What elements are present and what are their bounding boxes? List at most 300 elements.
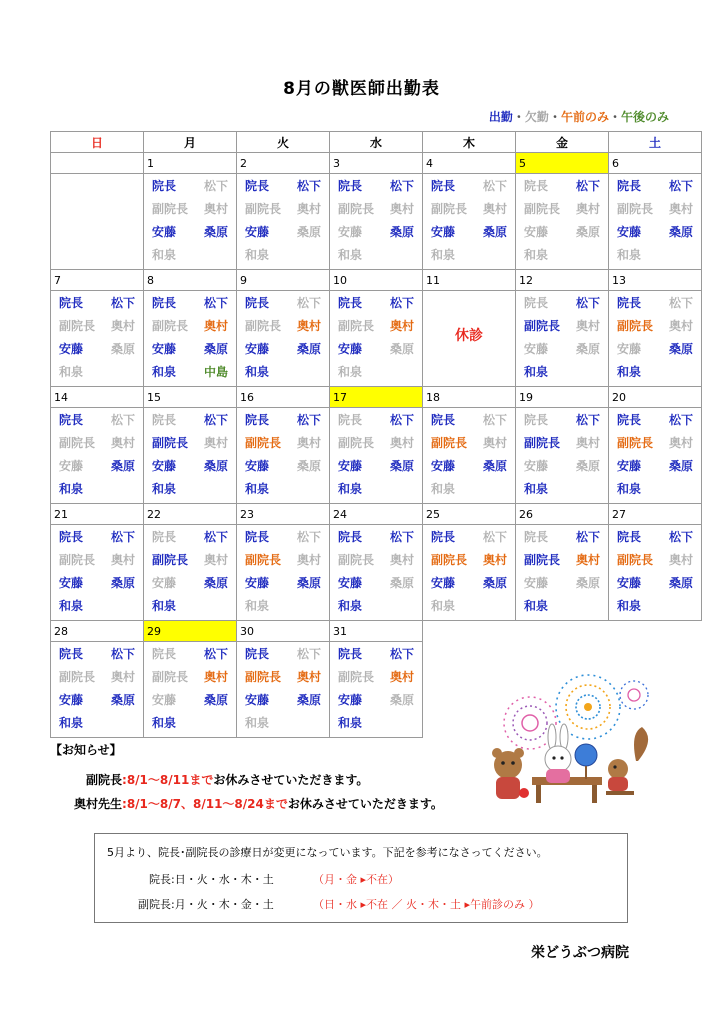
doctor-entry: 桑原 xyxy=(668,342,693,356)
doctor-entry: 副院長 xyxy=(59,670,96,684)
doctor-entry: 安藤 xyxy=(338,342,363,356)
day-cell xyxy=(423,291,516,387)
legend-absent: 欠勤 xyxy=(524,110,549,124)
closed-label: 休診 xyxy=(455,328,483,344)
weekday-header: 月 xyxy=(144,132,237,153)
doctor-entry: 安藤 xyxy=(59,576,84,590)
doctor-entry: 安藤 xyxy=(245,576,270,590)
day-number: 17 xyxy=(330,387,423,408)
day-number: 21 xyxy=(51,504,144,525)
doctor-entry: 和泉 xyxy=(617,599,642,613)
doctor-entry: 和泉 xyxy=(59,365,84,379)
doctor-entry: 安藤 xyxy=(524,225,549,239)
doctor-entry xyxy=(97,597,143,620)
doctor-entry: 安藤 xyxy=(431,459,456,473)
doctor-entry: 和泉 xyxy=(152,716,177,730)
notice-colon: : xyxy=(122,797,127,811)
doctor-entry: 松下 xyxy=(389,647,414,661)
doctor-entry: 副院長 xyxy=(245,436,282,450)
doctor-grid xyxy=(423,408,515,503)
schedule-change-text: 5月より、院長･副院長の診療日が変更になっています。下記を参考になさってください。 xyxy=(107,846,548,859)
doctor-entry xyxy=(655,246,701,269)
schedule-row-director xyxy=(149,871,274,887)
doctor-entry: 安藤 xyxy=(245,225,270,239)
day-number: 19 xyxy=(516,387,609,408)
doctor-entry: 安藤 xyxy=(59,342,84,356)
legend-separator: ・ xyxy=(512,110,525,124)
doctor-entry: 院長 xyxy=(524,530,549,544)
doctor-entry: 和泉 xyxy=(431,482,456,496)
doctor-entry: 松下 xyxy=(482,179,507,193)
doctor-entry: 奥村 xyxy=(668,319,693,333)
doctor-entry: 安藤 xyxy=(431,576,456,590)
doctor-entry: 松下 xyxy=(296,530,321,544)
day-cell xyxy=(423,408,516,504)
rabbit-icon xyxy=(545,724,571,783)
doctor-entry: 松下 xyxy=(110,413,135,427)
doctor-grid xyxy=(237,408,329,503)
bear-icon xyxy=(492,748,529,799)
weekday-header: 日 xyxy=(51,132,144,153)
doctor-entry: 奥村 xyxy=(575,436,600,450)
doctor-entry: 安藤 xyxy=(524,342,549,356)
day-number: 8 xyxy=(144,270,237,291)
notice-rest: お休みさせていただきます。 xyxy=(287,797,443,811)
doctor-entry: 院長 xyxy=(617,530,642,544)
doctor-entry: 松下 xyxy=(389,413,414,427)
doctor-entry: 桑原 xyxy=(203,225,228,239)
doctor-entry: 副院長 xyxy=(338,436,375,450)
doctor-entry: 院長 xyxy=(59,413,84,427)
doctor-entry: 安藤 xyxy=(431,225,456,239)
doctor-entry: 松下 xyxy=(110,647,135,661)
doctor-grid xyxy=(423,525,515,620)
doctor-entry: 奥村 xyxy=(110,436,135,450)
legend-separator: ・ xyxy=(608,110,621,124)
doctor-entry xyxy=(376,246,422,269)
schedule-note-director: （月・金 ▸不在） xyxy=(313,873,400,886)
doctor-entry: 奥村 xyxy=(296,319,321,333)
doctor-entry: 桑原 xyxy=(575,576,600,590)
doctor-grid xyxy=(609,291,701,386)
doctor-entry: 奥村 xyxy=(203,202,228,216)
doctor-entry: 安藤 xyxy=(524,459,549,473)
doctor-entry xyxy=(376,597,422,620)
doctor-entry: 奥村 xyxy=(668,202,693,216)
doctor-entry: 和泉 xyxy=(152,482,177,496)
doctor-entry: 桑原 xyxy=(389,576,414,590)
doctor-entry xyxy=(190,480,236,503)
doctor-grid xyxy=(330,642,422,737)
day-cell xyxy=(51,642,144,738)
doctor-entry xyxy=(190,714,236,737)
doctor-entry: 和泉 xyxy=(245,365,270,379)
doctor-entry: 桑原 xyxy=(203,342,228,356)
doctor-entry: 奥村 xyxy=(110,670,135,684)
day-number: 22 xyxy=(144,504,237,525)
legend-am-only: 午前のみ xyxy=(560,110,609,124)
doctor-entry: 和泉 xyxy=(245,599,270,613)
doctor-entry: 副院長 xyxy=(59,319,96,333)
day-cell xyxy=(516,408,609,504)
doctor-entry: 奥村 xyxy=(482,202,507,216)
doctor-grid xyxy=(609,525,701,620)
doctor-entry: 和泉 xyxy=(524,365,549,379)
day-number: 4 xyxy=(423,153,516,174)
doctor-entry: 松下 xyxy=(575,530,600,544)
doctor-entry: 安藤 xyxy=(152,225,177,239)
day-number xyxy=(51,153,144,174)
doctor-entry: 松下 xyxy=(482,530,507,544)
doctor-entry: 副院長 xyxy=(59,553,96,567)
doctor-grid xyxy=(51,525,143,620)
doctor-entry: 院長 xyxy=(524,413,549,427)
doctor-entry: 松下 xyxy=(296,296,321,310)
doctor-entry: 安藤 xyxy=(152,342,177,356)
doctor-entry: 和泉 xyxy=(59,482,84,496)
doctor-entry: 奥村 xyxy=(296,670,321,684)
schedule-change-box xyxy=(94,833,628,923)
doctor-entry: 副院長 xyxy=(245,670,282,684)
doctor-entry: 松下 xyxy=(668,530,693,544)
doctor-entry: 奥村 xyxy=(203,670,228,684)
weekday-header: 木 xyxy=(423,132,516,153)
day-number xyxy=(609,621,702,642)
doctor-entry: 奥村 xyxy=(389,202,414,216)
doctor-grid xyxy=(516,291,608,386)
doctor-entry xyxy=(562,246,608,269)
doctor-entry: 奥村 xyxy=(668,553,693,567)
day-cell xyxy=(609,408,702,504)
doctor-entry: 副院長 xyxy=(524,436,561,450)
day-number: 26 xyxy=(516,504,609,525)
doctor-entry: 奥村 xyxy=(575,553,600,567)
doctor-entry: 和泉 xyxy=(524,482,549,496)
doctor-entry: 院長 xyxy=(245,296,270,310)
schedule-row-vice-director xyxy=(138,896,274,912)
doctor-entry: 和泉 xyxy=(245,482,270,496)
doctor-entry: 院長 xyxy=(617,296,642,310)
weekday-header: 金 xyxy=(516,132,609,153)
doctor-entry: 院長 xyxy=(431,413,456,427)
day-cell xyxy=(423,525,516,621)
doctor-entry: 桑原 xyxy=(203,459,228,473)
doctor-grid xyxy=(516,525,608,620)
doctor-entry: 副院長 xyxy=(617,319,654,333)
doctor-entry: 桑原 xyxy=(389,459,414,473)
page-title: 8月の獣医師出勤表 xyxy=(283,79,440,99)
doctor-entry: 桑原 xyxy=(296,342,321,356)
doctor-grid xyxy=(51,291,143,386)
doctor-entry: 副院長 xyxy=(59,436,96,450)
day-number: 13 xyxy=(609,270,702,291)
doctor-entry: 院長 xyxy=(338,179,363,193)
doctor-entry: 和泉 xyxy=(152,599,177,613)
doctor-entry: 和泉 xyxy=(338,365,363,379)
notice-line-1 xyxy=(86,771,368,788)
doctor-entry xyxy=(655,480,701,503)
legend-pm-only: 午後のみ xyxy=(620,110,669,124)
day-number xyxy=(516,621,609,642)
doctor-entry: 松下 xyxy=(575,296,600,310)
doctor-entry: 院長 xyxy=(431,530,456,544)
notice-line-2 xyxy=(74,795,443,812)
uchiwa-fan-icon xyxy=(575,744,597,779)
day-number: 28 xyxy=(51,621,144,642)
doctor-entry: 副院長 xyxy=(524,553,561,567)
doctor-entry: 安藤 xyxy=(152,576,177,590)
day-number: 2 xyxy=(237,153,330,174)
attendance-calendar xyxy=(50,131,702,738)
doctor-entry: 院長 xyxy=(338,296,363,310)
doctor-entry: 院長 xyxy=(431,179,456,193)
doctor-entry: 松下 xyxy=(575,179,600,193)
doctor-entry: 院長 xyxy=(59,530,84,544)
doctor-entry: 院長 xyxy=(245,530,270,544)
day-number: 27 xyxy=(609,504,702,525)
doctor-grid xyxy=(516,174,608,269)
doctor-entry: 安藤 xyxy=(245,693,270,707)
doctor-grid xyxy=(609,174,701,269)
doctor-entry xyxy=(469,480,515,503)
day-number: 31 xyxy=(330,621,423,642)
doctor-entry xyxy=(562,597,608,620)
doctor-entry: 安藤 xyxy=(524,576,549,590)
doctor-entry xyxy=(376,363,422,386)
doctor-entry: 松下 xyxy=(203,179,228,193)
doctor-entry: 松下 xyxy=(203,647,228,661)
doctor-entry xyxy=(283,597,329,620)
firework-icon xyxy=(620,681,648,709)
doctor-entry: 桑原 xyxy=(575,225,600,239)
doctor-entry xyxy=(562,363,608,386)
doctor-entry xyxy=(97,714,143,737)
doctor-entry: 安藤 xyxy=(59,693,84,707)
day-number: 15 xyxy=(144,387,237,408)
doctor-entry: 奥村 xyxy=(203,553,228,567)
doctor-grid xyxy=(144,408,236,503)
doctor-entry: 奥村 xyxy=(575,202,600,216)
doctor-entry: 奥村 xyxy=(482,436,507,450)
doctor-entry: 桑原 xyxy=(110,459,135,473)
doctor-entry: 和泉 xyxy=(59,599,84,613)
day-cell xyxy=(51,525,144,621)
day-number: 14 xyxy=(51,387,144,408)
doctor-entry: 松下 xyxy=(482,413,507,427)
doctor-entry: 院長 xyxy=(338,530,363,544)
doctor-grid xyxy=(237,642,329,737)
doctor-entry: 副院長 xyxy=(338,670,375,684)
doctor-entry: 桑原 xyxy=(389,342,414,356)
doctor-entry xyxy=(283,363,329,386)
day-number: 18 xyxy=(423,387,516,408)
schedule-label: 副院長 xyxy=(138,898,171,911)
day-number: 1 xyxy=(144,153,237,174)
doctor-entry: 院長 xyxy=(59,296,84,310)
day-number: 16 xyxy=(237,387,330,408)
doctor-entry: 和泉 xyxy=(524,248,549,262)
day-cell xyxy=(330,291,423,387)
doctor-grid xyxy=(330,291,422,386)
doctor-entry: 安藤 xyxy=(617,459,642,473)
doctor-entry: 院長 xyxy=(245,413,270,427)
doctor-entry: 奥村 xyxy=(203,436,228,450)
day-cell xyxy=(330,174,423,270)
doctor-entry: 松下 xyxy=(203,530,228,544)
day-number: 6 xyxy=(609,153,702,174)
doctor-entry: 院長 xyxy=(152,413,177,427)
day-cell xyxy=(51,174,144,270)
doctor-entry xyxy=(97,363,143,386)
doctor-entry: 副院長 xyxy=(245,202,282,216)
doctor-grid xyxy=(609,408,701,503)
doctor-entry: 安藤 xyxy=(617,342,642,356)
doctor-entry xyxy=(469,597,515,620)
legend-separator: ・ xyxy=(548,110,561,124)
doctor-entry: 松下 xyxy=(296,647,321,661)
doctor-entry: 奥村 xyxy=(296,436,321,450)
doctor-grid xyxy=(51,408,143,503)
doctor-grid xyxy=(516,408,608,503)
doctor-entry: 副院長 xyxy=(617,436,654,450)
doctor-entry xyxy=(469,246,515,269)
doctor-entry: 松下 xyxy=(668,179,693,193)
day-cell xyxy=(516,525,609,621)
weekday-header: 土 xyxy=(609,132,702,153)
doctor-entry: 桑原 xyxy=(482,576,507,590)
doctor-entry xyxy=(283,246,329,269)
day-cell xyxy=(609,525,702,621)
doctor-entry: 奥村 xyxy=(110,553,135,567)
weekday-header: 火 xyxy=(237,132,330,153)
doctor-entry: 和泉 xyxy=(152,365,177,379)
doctor-entry: 和泉 xyxy=(617,248,642,262)
doctor-entry xyxy=(376,480,422,503)
doctor-entry: 院長 xyxy=(59,647,84,661)
doctor-entry: 副院長 xyxy=(152,319,189,333)
notice-colon: : xyxy=(122,773,127,787)
day-cell xyxy=(609,291,702,387)
doctor-entry: 安藤 xyxy=(338,693,363,707)
doctor-entry: 安藤 xyxy=(59,459,84,473)
doctor-entry: 院長 xyxy=(338,413,363,427)
doctor-entry: 奥村 xyxy=(389,670,414,684)
doctor-entry: 和泉 xyxy=(59,716,84,730)
doctor-entry: 和泉 xyxy=(338,716,363,730)
doctor-grid xyxy=(144,525,236,620)
day-cell xyxy=(516,174,609,270)
doctor-grid xyxy=(237,291,329,386)
doctor-entry: 奥村 xyxy=(389,436,414,450)
doctor-entry: 安藤 xyxy=(617,225,642,239)
doctor-entry: 副院長 xyxy=(524,202,561,216)
day-cell xyxy=(516,291,609,387)
doctor-entry: 桑原 xyxy=(575,459,600,473)
squirrel-icon xyxy=(606,727,648,795)
doctor-grid xyxy=(330,525,422,620)
day-number: 20 xyxy=(609,387,702,408)
doctor-entry: 院長 xyxy=(617,179,642,193)
doctor-entry: 院長 xyxy=(524,179,549,193)
doctor-entry: 桑原 xyxy=(110,342,135,356)
day-cell xyxy=(423,174,516,270)
notice-dates: 8/1〜8/11まで xyxy=(126,773,214,787)
day-number: 30 xyxy=(237,621,330,642)
doctor-entry: 副院長 xyxy=(524,319,561,333)
doctor-entry: 院長 xyxy=(152,530,177,544)
doctor-entry: 安藤 xyxy=(338,225,363,239)
doctor-entry: 松下 xyxy=(575,413,600,427)
day-cell xyxy=(144,174,237,270)
doctor-entry: 松下 xyxy=(296,179,321,193)
day-cell xyxy=(609,174,702,270)
day-cell xyxy=(237,174,330,270)
doctor-entry: 和泉 xyxy=(431,248,456,262)
day-cell xyxy=(330,642,423,738)
doctor-entry: 桑原 xyxy=(296,459,321,473)
doctor-entry: 松下 xyxy=(668,413,693,427)
doctor-entry: 副院長 xyxy=(617,553,654,567)
doctor-entry: 院長 xyxy=(152,179,177,193)
notice-dates: 8/1〜8/7、8/11〜8/24まで xyxy=(126,797,288,811)
doctor-entry: 奥村 xyxy=(482,553,507,567)
doctor-entry xyxy=(190,246,236,269)
doctor-entry: 和泉 xyxy=(338,248,363,262)
doctor-entry xyxy=(97,480,143,503)
doctor-entry: 和泉 xyxy=(245,716,270,730)
notice-rest: お休みさせていただきます。 xyxy=(213,773,369,787)
doctor-entry: 桑原 xyxy=(110,576,135,590)
doctor-entry: 奥村 xyxy=(110,319,135,333)
day-number: 24 xyxy=(330,504,423,525)
doctor-entry xyxy=(190,597,236,620)
schedule-label: 院長 xyxy=(149,873,171,886)
day-cell xyxy=(51,291,144,387)
doctor-entry: 中島 xyxy=(203,365,228,379)
doctor-entry: 副院長 xyxy=(431,202,468,216)
doctor-grid xyxy=(237,525,329,620)
doctor-entry xyxy=(655,363,701,386)
doctor-entry: 桑原 xyxy=(110,693,135,707)
doctor-entry xyxy=(376,714,422,737)
day-number: 7 xyxy=(51,270,144,291)
doctor-entry: 院長 xyxy=(245,179,270,193)
day-number: 10 xyxy=(330,270,423,291)
doctor-entry: 桑原 xyxy=(203,693,228,707)
doctor-entry: 副院長 xyxy=(245,553,282,567)
doctor-grid xyxy=(144,291,236,386)
doctor-entry: 桑原 xyxy=(575,342,600,356)
doctor-entry: 桑原 xyxy=(668,225,693,239)
doctor-entry: 副院長 xyxy=(245,319,282,333)
doctor-entry: 桑原 xyxy=(482,225,507,239)
doctor-entry: 桑原 xyxy=(296,693,321,707)
doctor-grid xyxy=(51,642,143,737)
notice-who: 副院長 xyxy=(86,773,123,787)
doctor-entry xyxy=(283,714,329,737)
day-number: 5 xyxy=(516,153,609,174)
doctor-entry: 副院長 xyxy=(152,553,189,567)
day-cell xyxy=(144,525,237,621)
doctor-entry xyxy=(283,480,329,503)
doctor-entry: 松下 xyxy=(110,296,135,310)
doctor-entry: 副院長 xyxy=(152,670,189,684)
doctor-entry: 副院長 xyxy=(338,319,375,333)
doctor-entry: 安藤 xyxy=(152,693,177,707)
doctor-entry: 安藤 xyxy=(617,576,642,590)
doctor-entry: 松下 xyxy=(389,530,414,544)
day-number: 25 xyxy=(423,504,516,525)
